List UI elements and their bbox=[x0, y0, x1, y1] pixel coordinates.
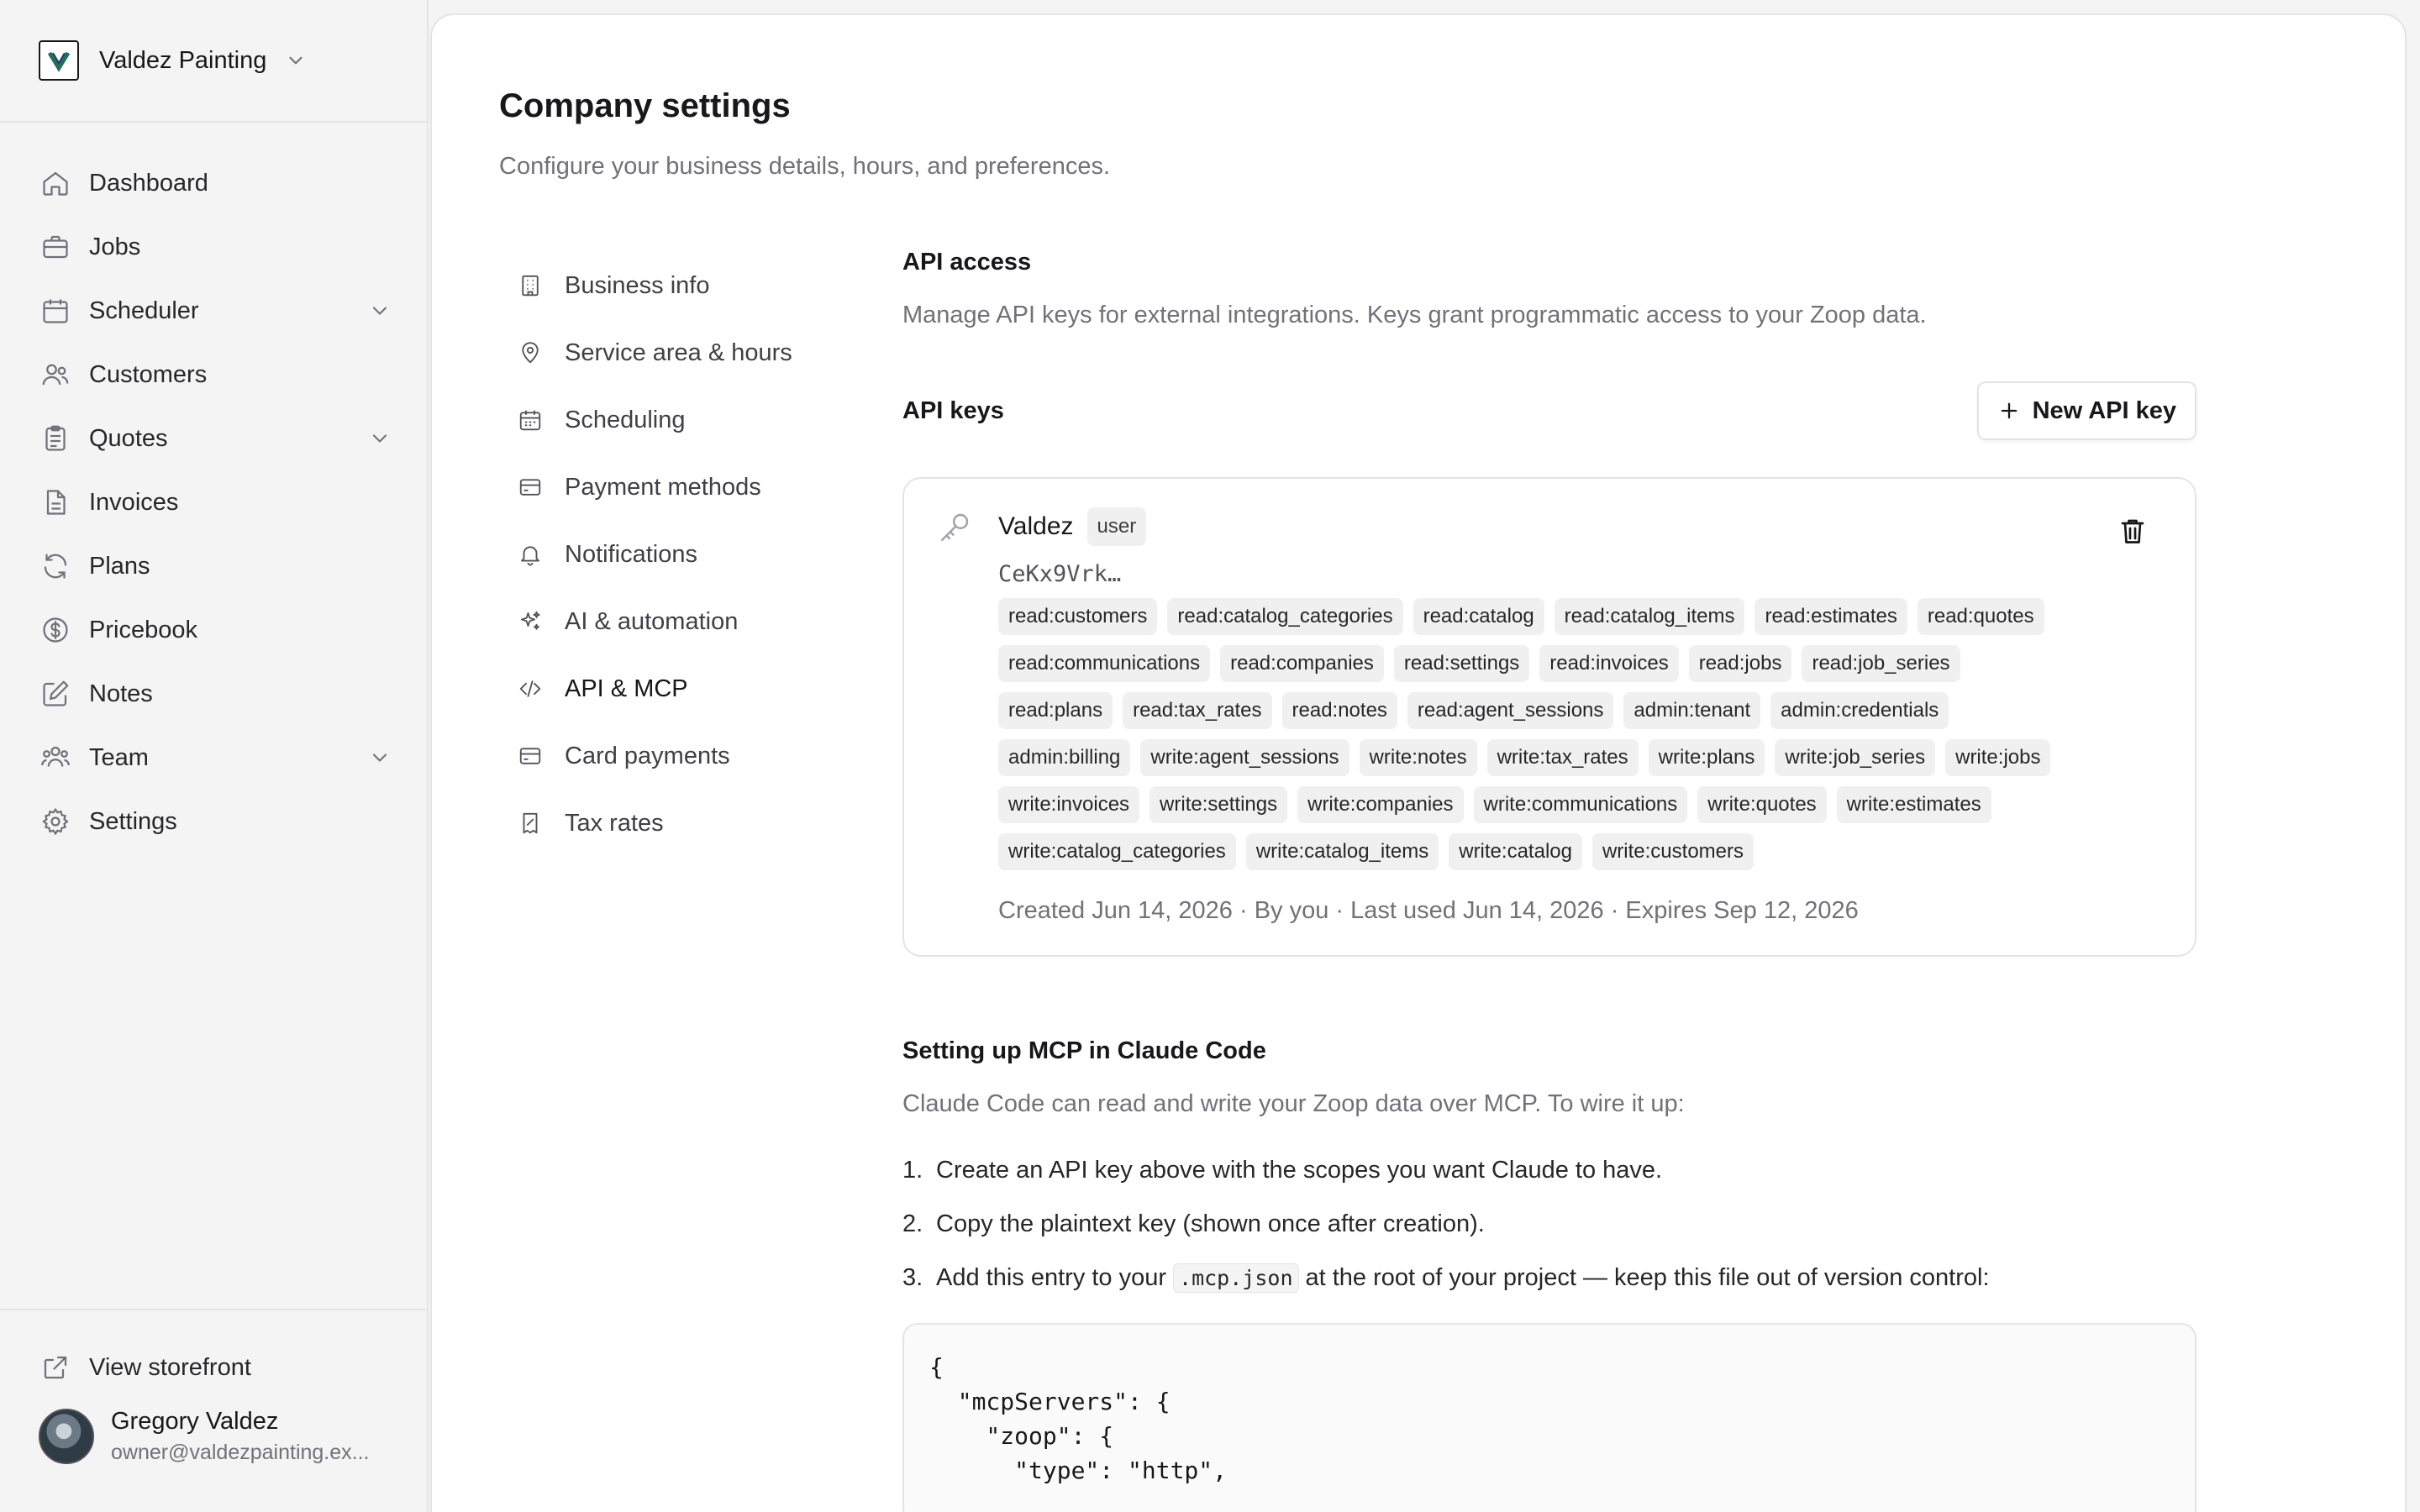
scope-chip: write:catalog_categories bbox=[998, 833, 1236, 870]
plus-icon bbox=[1997, 399, 2021, 423]
step-number: 1. bbox=[902, 1156, 923, 1184]
mcp-section-title: Setting up MCP in Claude Code bbox=[902, 1037, 1266, 1064]
subnav-payment-methods[interactable] bbox=[518, 454, 871, 521]
subnav-notifications[interactable] bbox=[518, 521, 871, 588]
document-icon bbox=[39, 486, 72, 519]
key-icon bbox=[938, 509, 973, 544]
subnav-scheduling[interactable] bbox=[518, 386, 871, 454]
scope-chip: write:tax_rates bbox=[1487, 739, 1639, 776]
sparkles-icon bbox=[518, 609, 543, 634]
main-panel bbox=[430, 13, 2407, 1512]
sidebar-item-quotes[interactable] bbox=[39, 407, 392, 470]
subnav-label: Card payments bbox=[565, 742, 730, 769]
subnav-label: Scheduling bbox=[565, 406, 686, 433]
scope-chip: read:agent_sessions bbox=[1407, 692, 1613, 729]
map-pin-icon bbox=[518, 340, 543, 365]
clipboard-icon bbox=[39, 422, 72, 455]
sidebar-item-jobs[interactable] bbox=[39, 215, 392, 279]
sidebar-item-label: Dashboard bbox=[89, 169, 208, 197]
scope-chip: read:customers bbox=[998, 598, 1157, 635]
sidebar-divider bbox=[0, 121, 429, 123]
sidebar-item-notes[interactable] bbox=[39, 662, 392, 726]
page-subtitle: Configure your business details, hours, and preferences. bbox=[499, 153, 1111, 180]
user-menu[interactable] bbox=[39, 1408, 408, 1465]
sidebar bbox=[0, 0, 429, 1512]
sidebar-nav bbox=[39, 151, 392, 853]
scope-chip: admin:billing bbox=[998, 739, 1130, 776]
scope-chip: write:invoices bbox=[998, 786, 1139, 823]
users-icon bbox=[39, 358, 72, 391]
scope-chip: read:companies bbox=[1220, 645, 1384, 682]
chevron-down-icon bbox=[285, 50, 307, 71]
page-title: Company settings bbox=[499, 87, 791, 124]
scope-chip: read:notes bbox=[1282, 692, 1397, 729]
subnav-label: Notifications bbox=[565, 540, 697, 568]
calendar-icon bbox=[518, 407, 543, 433]
calendar-icon bbox=[39, 294, 72, 328]
sidebar-item-dashboard[interactable] bbox=[39, 151, 392, 215]
scope-chip: write:job_series bbox=[1775, 739, 1935, 776]
gear-icon bbox=[39, 805, 72, 838]
briefcase-icon bbox=[39, 230, 72, 264]
scope-chip: write:communications bbox=[1474, 786, 1688, 823]
step-number: 2. bbox=[902, 1210, 923, 1237]
scope-chip: admin:tenant bbox=[1623, 692, 1760, 729]
subnav-label: API & MCP bbox=[565, 675, 688, 702]
scope-chip: read:estimates bbox=[1754, 598, 1907, 635]
sidebar-item-pricebook[interactable] bbox=[39, 598, 392, 662]
step-number: 3. bbox=[902, 1263, 923, 1291]
credit-card-icon bbox=[518, 743, 543, 769]
api-keys-header bbox=[902, 381, 2196, 440]
scope-list bbox=[998, 598, 2091, 880]
step-text: Add this entry to your bbox=[936, 1263, 1167, 1291]
sidebar-divider bbox=[0, 1309, 429, 1310]
mcp-steps bbox=[902, 1143, 2196, 1305]
scope-chip: read:jobs bbox=[1689, 645, 1792, 682]
refresh-icon bbox=[39, 549, 72, 583]
mcp-step bbox=[902, 1197, 2196, 1251]
scope-chip: write:estimates bbox=[1837, 786, 1991, 823]
subnav-label: AI & automation bbox=[565, 607, 739, 635]
avatar bbox=[39, 1409, 94, 1464]
new-api-key-button[interactable] bbox=[1977, 381, 2196, 440]
subnav-tax-rates[interactable] bbox=[518, 790, 871, 857]
external-link-icon bbox=[39, 1351, 72, 1384]
company-name: Valdez Painting bbox=[99, 46, 267, 74]
company-switcher[interactable] bbox=[39, 40, 307, 81]
scope-chip: write:plans bbox=[1649, 739, 1765, 776]
home-icon bbox=[39, 166, 72, 200]
api-keys-title: API keys bbox=[902, 396, 1004, 424]
mcp-step bbox=[902, 1251, 2196, 1305]
code-icon bbox=[518, 676, 543, 701]
user-name: Gregory Valdez bbox=[111, 1408, 279, 1435]
chevron-down-icon[interactable] bbox=[368, 427, 392, 450]
sidebar-item-label: Plans bbox=[89, 552, 150, 580]
storefront-label: View storefront bbox=[89, 1353, 251, 1381]
pencil-square-icon bbox=[39, 677, 72, 711]
scope-chip: read:communications bbox=[998, 645, 1210, 682]
chevron-down-icon[interactable] bbox=[368, 299, 392, 323]
scope-chip: read:catalog_items bbox=[1555, 598, 1745, 635]
subnav-api-mcp[interactable] bbox=[518, 655, 871, 722]
scope-chip: read:plans bbox=[998, 692, 1113, 729]
sidebar-item-label: Team bbox=[89, 743, 149, 771]
mcp-step bbox=[902, 1143, 2196, 1197]
scope-chip: read:catalog bbox=[1413, 598, 1544, 635]
scope-chip: write:settings bbox=[1150, 786, 1287, 823]
api-key-meta: Created Jun 14, 2026 · By you · Last used Jun 14, 2026 · Expires Sep 12, 2026 bbox=[998, 897, 1859, 924]
sidebar-item-settings[interactable] bbox=[39, 790, 392, 853]
subnav-label: Business info bbox=[565, 271, 710, 299]
subnav-label: Payment methods bbox=[565, 473, 761, 501]
subnav-service-area[interactable] bbox=[518, 319, 871, 386]
new-api-key-label: New API key bbox=[2032, 396, 2176, 424]
inline-code: .mcp.json bbox=[1173, 1263, 1298, 1293]
scope-chip: read:settings bbox=[1394, 645, 1529, 682]
subnav-label: Tax rates bbox=[565, 809, 664, 837]
scope-chip: write:quotes bbox=[1697, 786, 1826, 823]
scope-chip: read:invoices bbox=[1539, 645, 1678, 682]
code-block[interactable]: { "mcpServers": { "zoop": { "type": "http", bbox=[902, 1323, 2196, 1512]
sidebar-item-plans[interactable] bbox=[39, 534, 392, 598]
sidebar-footer bbox=[39, 1341, 408, 1465]
sidebar-item-label: Scheduler bbox=[89, 297, 199, 324]
sidebar-item-label: Customers bbox=[89, 360, 208, 388]
sidebar-item-invoices[interactable] bbox=[39, 470, 392, 534]
subnav-ai-automation[interactable] bbox=[518, 588, 871, 655]
dollar-circle-icon bbox=[39, 613, 72, 647]
settings-subnav bbox=[518, 252, 871, 857]
company-logo bbox=[39, 40, 79, 81]
sidebar-item-customers[interactable] bbox=[39, 343, 392, 407]
api-key-card bbox=[902, 477, 2196, 957]
sidebar-item-label: Settings bbox=[89, 807, 177, 835]
subnav-label: Service area & hours bbox=[565, 339, 792, 366]
bell-icon bbox=[518, 542, 543, 567]
trash-icon[interactable] bbox=[2118, 516, 2148, 546]
scope-chip: write:companies bbox=[1297, 786, 1463, 823]
receipt-icon bbox=[518, 811, 543, 836]
sidebar-item-label: Pricebook bbox=[89, 616, 197, 643]
step-text: Create an API key above with the scopes you want Claude to have. bbox=[936, 1156, 1663, 1184]
sidebar-item-label: Quotes bbox=[89, 424, 168, 452]
scope-chip: read:job_series bbox=[1802, 645, 1960, 682]
team-icon bbox=[39, 741, 72, 774]
sidebar-item-label: Invoices bbox=[89, 488, 179, 516]
mcp-description: Claude Code can read and write your Zoop data over MCP. To wire it up: bbox=[902, 1090, 1685, 1117]
chevron-down-icon[interactable] bbox=[368, 746, 392, 769]
scope-chip: admin:credentials bbox=[1770, 692, 1949, 729]
role-badge: user bbox=[1087, 507, 1147, 546]
sidebar-item-label: Jobs bbox=[89, 233, 141, 260]
section-title: API access bbox=[902, 249, 1032, 276]
sidebar-item-label: Notes bbox=[89, 680, 153, 707]
api-key-prefix: CeKx9Vrk… bbox=[998, 561, 1122, 587]
user-email: owner@valdezpainting.ex... bbox=[111, 1441, 370, 1464]
scope-chip: write:catalog bbox=[1449, 833, 1582, 870]
scope-chip: write:notes bbox=[1360, 739, 1477, 776]
building-icon bbox=[518, 273, 543, 298]
subnav-card-payments[interactable] bbox=[518, 722, 871, 790]
section-description: Manage API keys for external integrations. Keys grant programmatic access to your Zoop data. bbox=[902, 302, 1927, 328]
sidebar-item-team[interactable] bbox=[39, 726, 392, 790]
scope-chip: read:tax_rates bbox=[1123, 692, 1271, 729]
scope-chip: write:catalog_items bbox=[1246, 833, 1439, 870]
api-key-name: Valdez bbox=[998, 512, 1074, 540]
step-text: Copy the plaintext key (shown once after creation). bbox=[936, 1210, 1485, 1237]
scope-chip: write:jobs bbox=[1945, 739, 2050, 776]
scope-chip: read:quotes bbox=[1918, 598, 2044, 635]
credit-card-icon bbox=[518, 475, 543, 500]
view-storefront-link[interactable] bbox=[39, 1341, 408, 1394]
sidebar-item-scheduler[interactable] bbox=[39, 279, 392, 343]
subnav-business-info[interactable] bbox=[518, 252, 871, 319]
scope-chip: write:agent_sessions bbox=[1140, 739, 1349, 776]
scope-chip: write:customers bbox=[1592, 833, 1754, 870]
scope-chip: read:catalog_categories bbox=[1167, 598, 1402, 635]
api-content bbox=[902, 249, 2196, 1512]
step-text: at the root of your project — keep this file out of version control: bbox=[1305, 1263, 1990, 1291]
